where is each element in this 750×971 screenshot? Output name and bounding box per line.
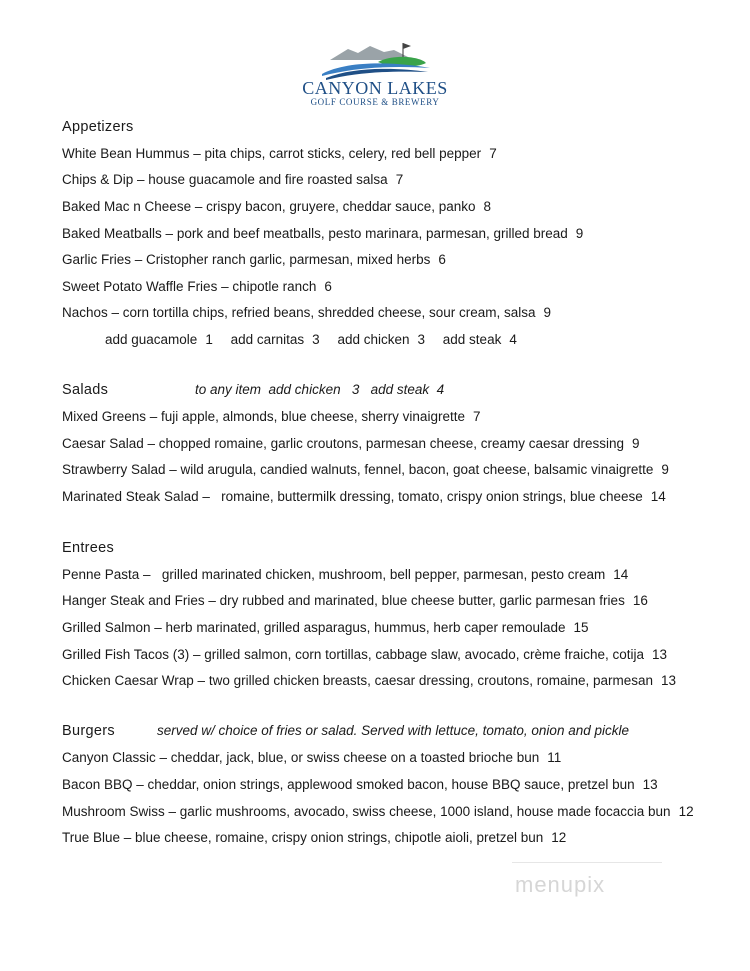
watermark-divider bbox=[512, 862, 662, 863]
menu-item: Canyon Classic – cheddar, jack, blue, or swiss cheese on a toasted brioche bun 11 bbox=[62, 750, 562, 765]
menu-item: Strawberry Salad – wild arugula, candied walnuts, fennel, bacon, goat cheese, balsamic vinaigrette 9 bbox=[62, 462, 669, 477]
menu-item: Penne Pasta – grilled marinated chicken, mushroom, bell pepper, parmesan, pesto cream 14 bbox=[62, 567, 629, 582]
item-price: 7 bbox=[489, 146, 497, 161]
section-heading-burgers: Burgers bbox=[62, 723, 115, 739]
item-price: 6 bbox=[438, 252, 446, 267]
item-price: 15 bbox=[573, 620, 589, 635]
menu-item: White Bean Hummus – pita chips, carrot sticks, celery, red bell pepper 7 bbox=[62, 146, 497, 161]
item-price: 14 bbox=[613, 567, 629, 582]
item-price: 13 bbox=[642, 777, 658, 792]
menu-item: Hanger Steak and Fries – dry rubbed and marinated, blue cheese butter, garlic parmesan fries 16 bbox=[62, 593, 648, 608]
item-price: 11 bbox=[547, 750, 562, 765]
addon-label: add guacamole bbox=[105, 332, 198, 347]
menu-item: Mushroom Swiss – garlic mushrooms, avocado, swiss cheese, 1000 island, house made focaccia bun 12 bbox=[62, 804, 694, 819]
section-heading-entrees: Entrees bbox=[62, 540, 115, 556]
menu-item: Caesar Salad – chopped romaine, garlic croutons, parmesan cheese, creamy caesar dressing 9 bbox=[62, 436, 640, 451]
menu-item: Nachos – corn tortilla chips, refried beans, shredded cheese, sour cream, salsa 9 bbox=[62, 305, 552, 320]
item-price: 13 bbox=[652, 647, 668, 662]
section-heading-appetizers: Appetizers bbox=[62, 119, 134, 135]
item-price: 14 bbox=[650, 489, 666, 504]
addon-price: 3 bbox=[312, 332, 320, 347]
menu-item: Garlic Fries – Cristopher ranch garlic, parmesan, mixed herbs 6 bbox=[62, 252, 446, 267]
burgers-note: served w/ choice of fries or salad. Served with lettuce, tomato, onion and pickle bbox=[157, 723, 629, 738]
golf-landscape-icon bbox=[300, 40, 450, 80]
menu-item: Chicken Caesar Wrap – two grilled chicken breasts, caesar dressing, croutons, romaine, parmesan 13 bbox=[62, 673, 677, 688]
menu-item: True Blue – blue cheese, romaine, crispy onion strings, chipotle aioli, pretzel bun 12 bbox=[62, 830, 567, 845]
item-price: 6 bbox=[324, 279, 332, 294]
menu-item: Grilled Fish Tacos (3) – grilled salmon, corn tortillas, cabbage slaw, avocado, crème fraiche, cotija 13 bbox=[62, 647, 668, 662]
menu-item: Sweet Potato Waffle Fries – chipotle ranch 6 bbox=[62, 279, 332, 294]
menu-item: Mixed Greens – fuji apple, almonds, blue cheese, sherry vinaigrette 7 bbox=[62, 409, 481, 424]
salads-note: to any item add chicken 3 add steak 4 bbox=[195, 382, 445, 397]
item-price: 7 bbox=[395, 172, 404, 187]
menu-item: Marinated Steak Salad – romaine, buttermilk dressing, tomato, crispy onion strings, blue cheese 14 bbox=[62, 489, 666, 504]
menu-item: Grilled Salmon – herb marinated, grilled asparagus, hummus, herb caper remoulade 15 bbox=[62, 620, 589, 635]
restaurant-logo bbox=[300, 40, 450, 112]
item-price: 16 bbox=[632, 593, 648, 608]
addon-price: 3 bbox=[417, 332, 426, 347]
item-price: 9 bbox=[632, 436, 640, 451]
addon-price: 4 bbox=[509, 332, 517, 347]
menu-item: Baked Mac n Cheese – crispy bacon, gruyere, cheddar sauce, panko 8 bbox=[62, 199, 492, 214]
brand-subtitle: GOLF COURSE & BREWERY bbox=[310, 97, 440, 107]
item-price: 9 bbox=[575, 226, 584, 241]
appetizer-addons bbox=[105, 331, 517, 349]
item-price: 12 bbox=[678, 804, 694, 819]
item-price: 9 bbox=[543, 305, 552, 320]
addon-label: add carnitas bbox=[230, 332, 305, 347]
section-heading-salads: Salads bbox=[62, 382, 109, 398]
menu-item: Bacon BBQ – cheddar, onion strings, applewood smoked bacon, house BBQ sauce, pretzel bun 13 bbox=[62, 777, 658, 792]
item-price: 9 bbox=[661, 462, 669, 477]
menu-item: Baked Meatballs – pork and beef meatballs, pesto marinara, parmesan, grilled bread 9 bbox=[62, 226, 584, 241]
item-price: 12 bbox=[551, 830, 567, 845]
item-price: 7 bbox=[472, 409, 481, 424]
addon-label: add steak bbox=[442, 332, 502, 347]
item-price: 13 bbox=[661, 673, 677, 688]
addon-label: add chicken bbox=[337, 332, 410, 347]
watermark: menupix bbox=[515, 872, 606, 897]
menu-item: Chips & Dip – house guacamole and fire roasted salsa 7 bbox=[62, 172, 404, 187]
brand-name: CANYON LAKES bbox=[302, 78, 448, 98]
addon-price: 1 bbox=[205, 332, 213, 347]
item-price: 8 bbox=[483, 199, 492, 214]
